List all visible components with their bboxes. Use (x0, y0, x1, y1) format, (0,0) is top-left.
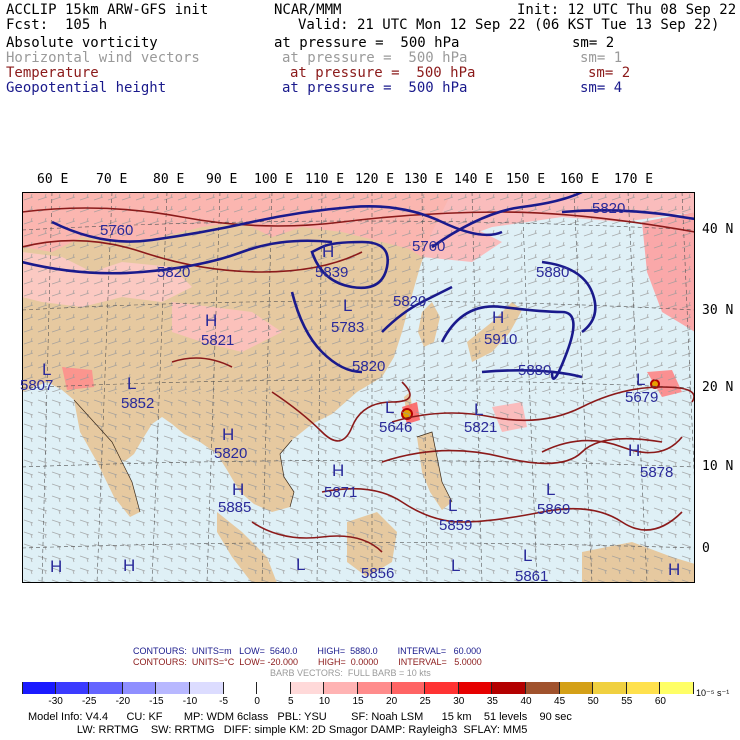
model-info-line2: LW: RRTMG SW: RRTMG DIFF: simple KM: 2D Smagor DAMP: Rayleigh3 SFLAY: MM5 (28, 724, 528, 736)
contour-label: 5760 (100, 222, 134, 239)
contour-label: 5760 (412, 238, 446, 255)
lon-label: 100 E (254, 172, 294, 187)
contour-label: 5856 (361, 565, 395, 582)
field-name-height: Geopotential height (6, 80, 167, 96)
low-center-marker: L (385, 398, 395, 417)
field-smooth-temperature: sm= 2 (588, 65, 631, 81)
colorbar-tick-label: 45 (554, 696, 566, 707)
colorbar-swatch (358, 682, 392, 694)
contour-label: 5820 (157, 264, 191, 281)
weather-map (22, 192, 695, 583)
lon-label: 160 E (560, 172, 600, 187)
colorbar-swatch (291, 682, 325, 694)
field-pressure-wind: at pressure = 500 hPa (282, 50, 468, 66)
colorbar-tick-label: 20 (386, 696, 398, 707)
model-title: ACCLIP 15km ARW-GFS init (6, 2, 209, 18)
colorbar-swatch (22, 682, 56, 694)
colorbar-tick-label: 60 (654, 696, 666, 707)
lon-label: 70 E (96, 172, 128, 187)
barb-info: BARB VECTORS: FULL BARB = 10 kts (270, 668, 431, 678)
colorbar-tick-label: 40 (520, 696, 532, 707)
contour-label: 5871 (324, 484, 358, 501)
low-center-marker: L (296, 555, 306, 574)
contour-label: 5820 (214, 445, 248, 462)
field-smooth-wind: sm= 1 (580, 50, 623, 66)
lat-label: 10 N (702, 459, 734, 474)
contour-label: 5820 (352, 358, 386, 375)
lon-label: 60 E (37, 172, 69, 187)
contour-label: 5679 (625, 389, 659, 406)
lon-label: 90 E (206, 172, 238, 187)
lon-label: 120 E (355, 172, 395, 187)
high-center-marker: H (232, 480, 245, 499)
field-name-wind: Horizontal wind vectors (6, 50, 200, 66)
forecast-hour: Fcst: 105 h (6, 17, 108, 33)
colorbar-unit: 10⁻⁵ s⁻¹ (696, 688, 730, 698)
colorbar-tick-label: 25 (419, 696, 431, 707)
model-info-line1: Model Info: V4.4 CU: KF MP: WDM 6class PBL: YSU SF: Noah LSM 15 km 51 levels 90 sec (28, 711, 572, 723)
lon-label: 110 E (305, 172, 345, 187)
field-name-temperature: Temperature (6, 65, 99, 81)
high-center-marker: H (222, 425, 235, 444)
lat-label: 20 N (702, 380, 734, 395)
temperature-contour-info: CONTOURS: UNITS=°C LOW= -20.000 HIGH= 0.0000 INTERVAL= 5.0000 (133, 657, 482, 667)
lon-label: 130 E (404, 172, 444, 187)
colorbar-swatch (560, 682, 594, 694)
colorbar-tick-label: -10 (182, 696, 198, 707)
colorbar-swatch (224, 682, 258, 694)
low-center-marker: L (451, 556, 461, 575)
contour-label: 5880 (518, 362, 552, 379)
colorbar-swatch (123, 682, 157, 694)
institution-label: NCAR/MMM (274, 2, 342, 18)
colorbar-swatch (526, 682, 560, 694)
colorbar-tick-label: 50 (587, 696, 599, 707)
colorbar-swatch (459, 682, 493, 694)
field-pressure-height: at pressure = 500 hPa (282, 80, 468, 96)
colorbar-tick-label: -15 (149, 696, 164, 707)
contour-label: 5852 (121, 395, 155, 412)
colorbar-swatch (324, 682, 358, 694)
field-smooth-vorticity: sm= 2 (572, 35, 615, 51)
colorbar-swatch (660, 682, 694, 694)
contour-label: 5821 (201, 332, 235, 349)
colorbar-tick-label: -20 (115, 696, 131, 707)
colorbar-swatch (392, 682, 426, 694)
lat-label: 30 N (702, 303, 734, 318)
colorbar-tick-label: -25 (81, 696, 97, 707)
contour-label: 5820 (592, 200, 626, 217)
colorbar-tick-label: 55 (621, 696, 633, 707)
contour-label: 5820 (393, 293, 427, 310)
high-center-marker: H (628, 441, 641, 460)
lon-label: 150 E (506, 172, 546, 187)
contour-label: 5878 (640, 464, 674, 481)
valid-time: Valid: 21 UTC Mon 12 Sep 22 (06 KST Tue 13 Sep 22) (298, 17, 720, 33)
colorbar-tick-label: 5 (288, 696, 294, 707)
low-center-marker: L (448, 496, 458, 515)
low-center-marker: L (343, 296, 353, 315)
lat-label: 40 N (702, 222, 734, 237)
high-center-marker: H (668, 560, 681, 579)
lat-label: 0 (702, 541, 710, 556)
high-center-marker: H (492, 308, 505, 327)
lon-label: 80 E (153, 172, 185, 187)
contour-label: 5783 (331, 319, 365, 336)
colorbar-swatch (56, 682, 90, 694)
contour-label: 5807 (20, 377, 54, 394)
colorbar-swatch (89, 682, 123, 694)
high-center-marker: H (50, 557, 63, 576)
lon-label: 170 E (614, 172, 654, 187)
colorbar-tick-label: 30 (453, 696, 465, 707)
colorbar-tick-label: 15 (352, 696, 364, 707)
wind-barb-field (22, 392, 695, 583)
low-center-marker: L (42, 360, 52, 379)
colorbar-tick-label: -5 (219, 696, 229, 707)
contour-label: 5839 (315, 264, 349, 281)
high-center-marker: H (322, 242, 335, 261)
contour-label: 5821 (464, 419, 498, 436)
colorbar-swatch (425, 682, 459, 694)
colorbar-swatch (156, 682, 190, 694)
colorbar-swatch (190, 682, 224, 694)
high-center-marker: H (123, 556, 136, 575)
high-center-marker: H (332, 461, 345, 480)
low-center-marker: L (474, 400, 484, 419)
contour-label: 5869 (537, 501, 571, 518)
colorbar-swatch (627, 682, 661, 694)
low-center-marker: L (523, 546, 533, 565)
field-pressure-vorticity: at pressure = 500 hPa (274, 35, 460, 51)
contour-label: 5885 (218, 499, 252, 516)
contour-label: 5859 (439, 517, 473, 534)
low-center-marker: L (127, 374, 137, 393)
low-center-marker: L (546, 480, 556, 499)
contour-label: 5880 (536, 264, 570, 281)
contour-label: 5861 (515, 568, 549, 585)
colorbar-tick-label: 35 (486, 696, 498, 707)
low-center-marker: L (636, 370, 646, 389)
field-name-vorticity: Absolute vorticity (6, 35, 158, 51)
field-smooth-height: sm= 4 (580, 80, 623, 96)
init-time: Init: 12 UTC Thu 08 Sep 22 (517, 2, 737, 18)
colorbar-tick-label: -30 (48, 696, 63, 707)
height-contour-info: CONTOURS: UNITS=m LOW= 5640.0 HIGH= 5880.0 INTERVAL= 60.000 (133, 646, 482, 656)
colorbar-swatch (492, 682, 526, 694)
colorbar-swatch (593, 682, 627, 694)
contour-label: 5910 (484, 331, 518, 348)
high-center-marker: H (205, 311, 218, 330)
contour-label: 5646 (379, 419, 413, 436)
colorbar-swatch (257, 682, 291, 694)
lon-label: 140 E (454, 172, 494, 187)
colorbar-tick-label: 0 (254, 696, 260, 707)
colorbar-tick-label: 10 (318, 696, 330, 707)
field-pressure-temperature: at pressure = 500 hPa (290, 65, 476, 81)
